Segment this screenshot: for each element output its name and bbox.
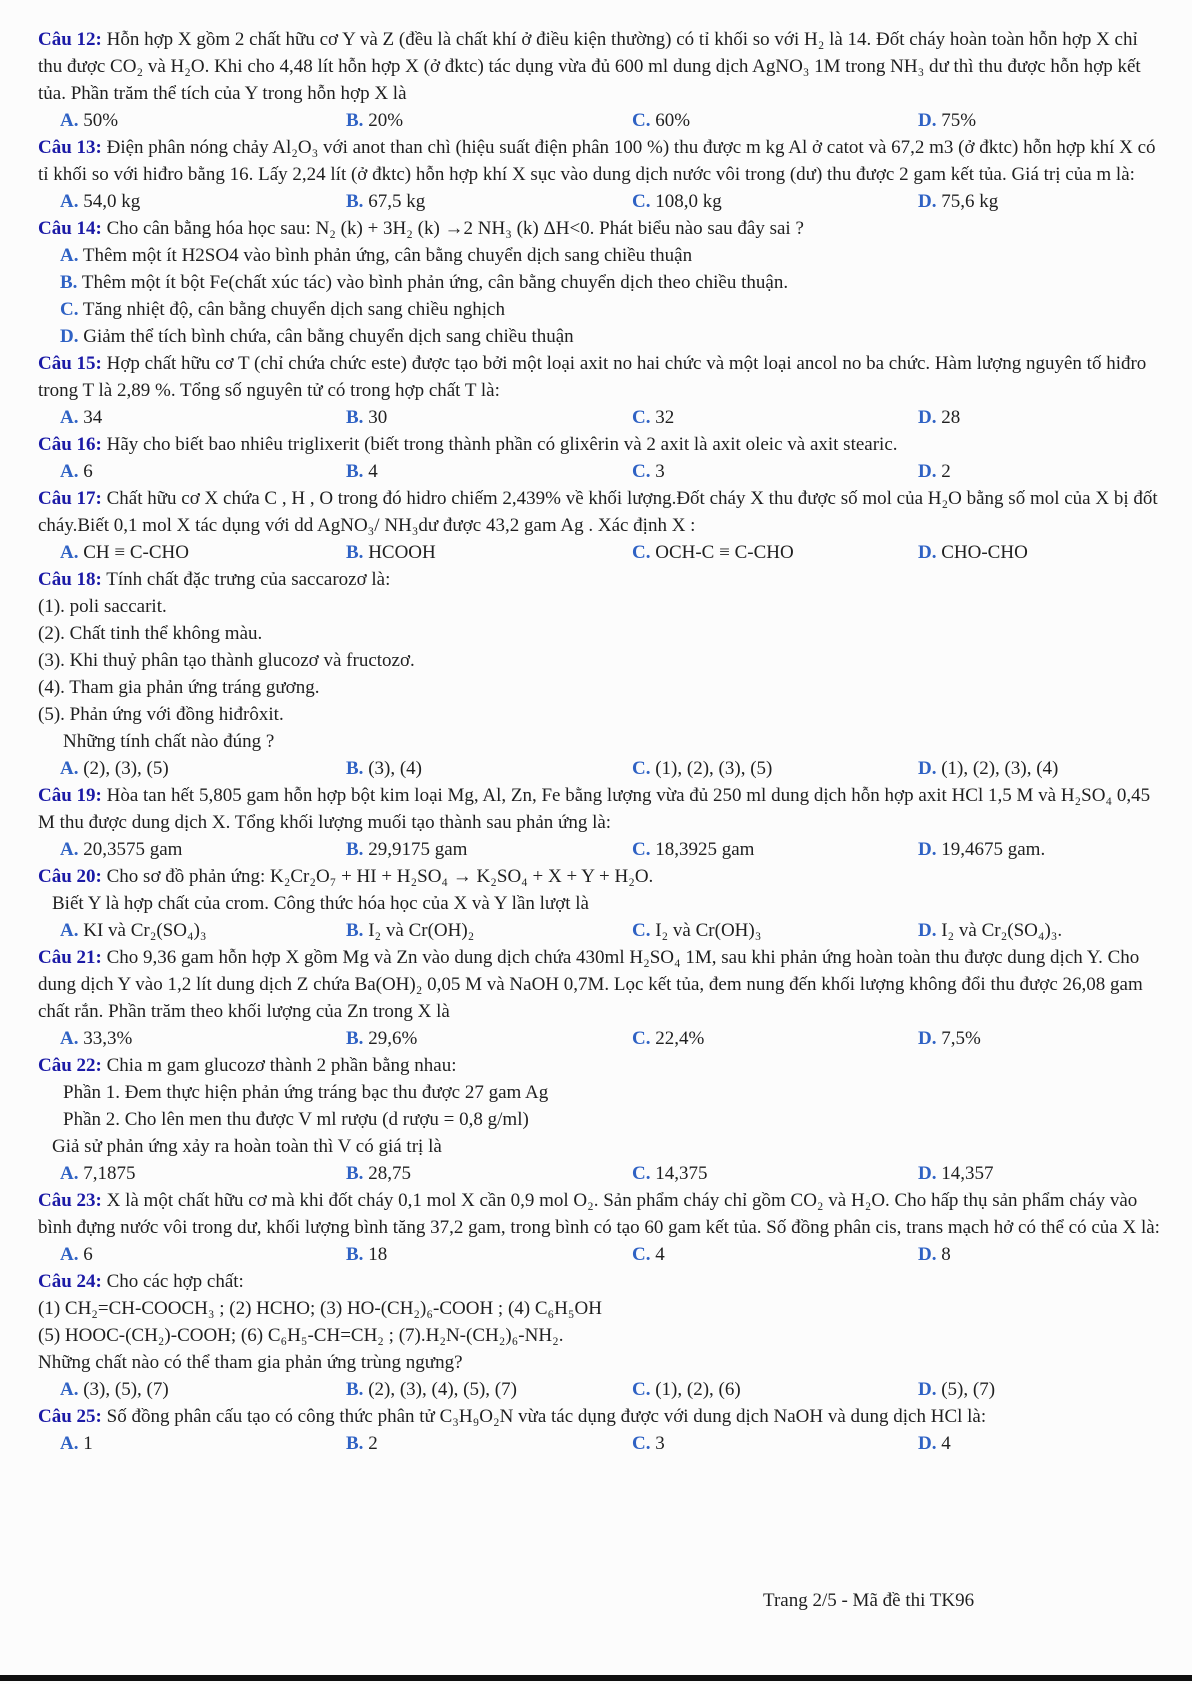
option-text: 1 xyxy=(78,1433,93,1454)
answer-option xyxy=(632,539,918,566)
option-text: 2 xyxy=(363,1433,378,1454)
option-text: 54,0 kg xyxy=(78,191,141,212)
answer-option xyxy=(60,1160,346,1187)
option-letter: A. xyxy=(60,461,79,482)
question-body: Hòa tan hết 5,805 gam hỗn hợp bột kim loại Mg, Al, Zn, Fe bằng lượng vừa đủ 250 ml dung dịch hỗn hợp axit HCl 1,5 M và H₂SO₄ 0,45 M thu được dung dịch X. Tổng khối lượng muối tạo thành sau phản ứng là: xyxy=(38,785,1151,833)
question-body: Hỗn hợp X gồm 2 chất hữu cơ Y và Z (đều là chất khí ở điều kiện thường) có tỉ khối so với H₂ là 14. Đốt cháy hoàn toàn hỗn hợp X chỉ thu được CO₂ và H₂O. Khi cho 4,48 lít hỗn hợp X (ở đktc) tác dụng vừa đủ 600 ml dung dịch AgNO₃ 1M trong NH₃ dư thì thu được hỗn hợp kết tủa. Phần trăm thể tích của Y trong hỗn hợp X là xyxy=(38,29,1141,104)
question-extra-line: (5). Phản ứng với đồng hiđrôxit. xyxy=(38,704,284,725)
option-letter: D. xyxy=(918,407,937,428)
option-text: 19,4675 gam. xyxy=(936,839,1046,860)
question-body: Hợp chất hữu cơ T (chỉ chứa chức este) được tạo bởi một loại axit no hai chức và một loại ancol no ba chức. Hàm lượng nguyên tố hiđro trong T là 2,89 %. Tổng số nguyên tử có trong hợp chất T là: xyxy=(38,353,1147,401)
answer-option xyxy=(918,1241,1166,1268)
answer-option xyxy=(918,539,1166,566)
answer-option xyxy=(632,107,918,134)
option-text: I₂ và Cr₂(SO₄)₃. xyxy=(936,920,1063,941)
question-number: Câu 24: xyxy=(38,1271,102,1292)
option-letter: D. xyxy=(918,1028,937,1049)
option-letter: D. xyxy=(918,1163,937,1184)
option-letter: B. xyxy=(346,839,364,860)
option-letter: A. xyxy=(60,1163,79,1184)
option-text: 8 xyxy=(936,1244,951,1265)
answer-option xyxy=(60,1430,346,1457)
option-letter: D. xyxy=(918,191,937,212)
option-letter: B. xyxy=(346,758,364,779)
option-letter: A. xyxy=(60,920,79,941)
option-letter: B. xyxy=(346,1379,364,1400)
answer-option xyxy=(60,1376,346,1403)
answer-options-row xyxy=(38,188,1166,215)
question-text xyxy=(38,566,1166,593)
option-letter: B. xyxy=(346,542,364,563)
question-number: Câu 16: xyxy=(38,434,102,455)
option-letter: C. xyxy=(632,1244,651,1265)
question-extra-line: Giả sử phản ứng xảy ra hoàn toàn thì V có giá trị là xyxy=(52,1136,442,1157)
answer-option xyxy=(918,1025,1166,1052)
option-letter: D. xyxy=(918,1433,937,1454)
question-block xyxy=(38,944,1166,1052)
option-letter: D. xyxy=(918,758,937,779)
answer-option xyxy=(918,1376,1166,1403)
option-letter: D. xyxy=(918,1244,937,1265)
answer-option xyxy=(346,107,632,134)
question-extra-line: (1) CH₂=CH-COOCH₃ ; (2) HCHO; (3) HO-(CH₂)₆-COOH ; (4) C₆H₅OH xyxy=(38,1298,602,1319)
option-letter: C. xyxy=(632,758,651,779)
option-letter: A. xyxy=(60,1244,79,1265)
answer-option xyxy=(632,1376,918,1403)
answer-options-row xyxy=(38,1025,1166,1052)
question-extra-line: (4). Tham gia phản ứng tráng gương. xyxy=(38,677,320,698)
answer-options-row xyxy=(38,1430,1166,1457)
option-text: Tăng nhiệt độ, cân bằng chuyển dịch sang chiều nghịch xyxy=(78,299,505,320)
option-letter: A. xyxy=(60,1379,79,1400)
question-block xyxy=(38,1403,1166,1457)
answer-option xyxy=(632,1160,918,1187)
option-letter: C. xyxy=(632,1163,651,1184)
option-letter: A. xyxy=(60,110,79,131)
option-text: Thêm một ít bột Fe(chất xúc tác) vào bình phản ứng, cân bằng chuyển dịch theo chiều thuận. xyxy=(77,272,789,293)
option-letter: A. xyxy=(60,542,79,563)
answer-option xyxy=(918,107,1166,134)
answer-option xyxy=(60,1025,346,1052)
question-extra-line: Phần 1. Đem thực hiện phản ứng tráng bạc thu được 27 gam Ag xyxy=(63,1082,549,1103)
answer-option xyxy=(346,836,632,863)
answer-option xyxy=(346,917,632,944)
option-letter: C. xyxy=(632,461,651,482)
option-text: 18 xyxy=(363,1244,388,1265)
answer-options-row xyxy=(38,107,1166,134)
question-number: Câu 25: xyxy=(38,1406,102,1427)
question-text xyxy=(38,1268,1166,1295)
answer-option xyxy=(918,1430,1166,1457)
option-text: 4 xyxy=(936,1433,951,1454)
option-text: 14,357 xyxy=(936,1163,994,1184)
option-text: (3), (4) xyxy=(363,758,422,779)
bottom-border xyxy=(0,1675,1192,1681)
option-letter: B. xyxy=(346,407,364,428)
question-body: Hãy cho biết bao nhiêu triglixerit (biết trong thành phần có glixêrin và 2 axit là axit oleic và axit stearic. xyxy=(101,434,898,455)
option-letter: B. xyxy=(346,1028,364,1049)
option-text: (3), (5), (7) xyxy=(78,1379,169,1400)
answer-options-row xyxy=(38,404,1166,431)
option-letter: A. xyxy=(60,407,79,428)
question-block xyxy=(38,134,1166,215)
question-body: Cho 9,36 gam hỗn hợp X gồm Mg và Zn vào dung dịch chứa 430ml H₂SO₄ 1M, sau khi phản ứng hoàn toàn thu được dung dịch Y. Cho dung dịch Y vào 1,2 lít dung dịch Z chứa Ba(OH)₂ 0,05 M và NaOH 0,7M. Lọc kết tủa, đem nung đến khối lượng không đổi thu được 26,08 gam chất rắn. Phần trăm theo khối lượng của Zn trong X là xyxy=(38,947,1143,1022)
answer-option xyxy=(346,404,632,431)
option-text: (2), (3), (4), (5), (7) xyxy=(363,1379,517,1400)
question-text xyxy=(38,215,1166,242)
question-body: Số đồng phân cấu tạo có công thức phân tử C₃H₉O₂N vừa tác dụng được với dung dịch NaOH và dung dịch HCl là: xyxy=(101,1406,987,1427)
option-letter: B. xyxy=(346,461,364,482)
answer-option xyxy=(38,296,1166,323)
option-text: HCOOH xyxy=(363,542,436,563)
question-text xyxy=(38,1187,1166,1241)
option-text: 4 xyxy=(650,1244,665,1265)
question-number: Câu 21: xyxy=(38,947,102,968)
answer-option xyxy=(60,917,346,944)
answer-option xyxy=(632,1241,918,1268)
option-text: 14,375 xyxy=(650,1163,708,1184)
option-text: KI và Cr₂(SO₄)₃ xyxy=(78,920,207,941)
question-number: Câu 13: xyxy=(38,137,102,158)
answer-option xyxy=(60,1241,346,1268)
option-text: (2), (3), (5) xyxy=(78,758,169,779)
question-extra-line: Phần 2. Cho lên men thu được V ml rượu (d rượu = 0,8 g/ml) xyxy=(63,1109,529,1130)
answer-option xyxy=(632,1025,918,1052)
question-extra-line: (3). Khi thuỷ phân tạo thành glucozơ và fructozơ. xyxy=(38,650,415,671)
option-text: 30 xyxy=(363,407,388,428)
answer-option xyxy=(918,404,1166,431)
answer-option xyxy=(346,1241,632,1268)
answer-option xyxy=(918,188,1166,215)
option-letter: B. xyxy=(346,1163,364,1184)
option-text: (1), (2), (6) xyxy=(650,1379,741,1400)
question-extra-line: Những chất nào có thể tham gia phản ứng trùng ngưng? xyxy=(38,1352,463,1373)
question-text xyxy=(38,485,1166,539)
answer-option xyxy=(38,323,1166,350)
question-number: Câu 15: xyxy=(38,353,102,374)
option-text: CHO-CHO xyxy=(936,542,1028,563)
option-text: 33,3% xyxy=(78,1028,133,1049)
option-text: 28 xyxy=(936,407,961,428)
question-text xyxy=(38,944,1166,1025)
option-text: 2 xyxy=(936,461,951,482)
answer-option xyxy=(918,1160,1166,1187)
option-text: 20% xyxy=(363,110,404,131)
question-text xyxy=(38,26,1166,107)
answer-option xyxy=(632,917,918,944)
answer-options-row xyxy=(38,458,1166,485)
question-number: Câu 17: xyxy=(38,488,102,509)
option-text: 22,4% xyxy=(650,1028,705,1049)
option-letter: A. xyxy=(60,839,79,860)
answer-option xyxy=(918,458,1166,485)
question-body: Chia m gam glucozơ thành 2 phần bằng nhau: xyxy=(101,1055,457,1076)
option-text: 67,5 kg xyxy=(363,191,426,212)
option-letter: B. xyxy=(60,272,78,293)
option-letter: C. xyxy=(632,920,651,941)
option-text: 6 xyxy=(78,1244,93,1265)
question-block xyxy=(38,566,1166,782)
option-text: 18,3925 gam xyxy=(650,839,755,860)
option-text: 7,5% xyxy=(936,1028,981,1049)
answer-option xyxy=(346,188,632,215)
option-letter: C. xyxy=(632,407,651,428)
answer-option xyxy=(346,1025,632,1052)
question-body: Cho sơ đồ phản ứng: K₂Cr₂O₇ + HI + H₂SO₄ → K₂SO₄ + X + Y + H₂O. xyxy=(101,866,654,887)
option-text: I₂ và Cr(OH)₂ xyxy=(363,920,475,941)
answer-option xyxy=(60,539,346,566)
answer-option xyxy=(918,836,1166,863)
question-block xyxy=(38,1052,1166,1187)
option-text: 7,1875 xyxy=(78,1163,136,1184)
answer-option xyxy=(632,404,918,431)
question-extra-line: (5) HOOC-(CH₂)-COOH; (6) C₆H₅-CH=CH₂ ; (7).H₂N-(CH₂)₆-NH₂. xyxy=(38,1325,564,1346)
answer-option xyxy=(60,404,346,431)
option-letter: B. xyxy=(346,191,364,212)
option-text: 3 xyxy=(650,461,665,482)
answer-option xyxy=(346,1430,632,1457)
answer-option xyxy=(38,269,1166,296)
question-block xyxy=(38,431,1166,485)
question-body: Điện phân nóng chảy Al₂O₃ với anot than chì (hiệu suất điện phân 100 %) thu được m kg Al ở catot và 67,2 m3 (ở đktc) hỗn hợp khí X có tỉ khối so với hiđro bằng 16. Lấy 2,24 lít (ở đktc) hỗn hợp khí X sục vào dung dịch nước vôi trong (dư) thu được 2 gam kết tủa. Giá trị của m là: xyxy=(38,137,1156,185)
question-body: Cho cân bằng hóa học sau: N₂ (k) + 3H₂ (k) →2 NH₃ (k) ΔH<0. Phát biểu nào sau đây sai ? xyxy=(101,218,804,239)
option-letter: B. xyxy=(346,1433,364,1454)
option-letter: D. xyxy=(918,1379,937,1400)
question-block xyxy=(38,26,1166,134)
option-text: 4 xyxy=(363,461,378,482)
question-extra-line: Những tính chất nào đúng ? xyxy=(63,731,275,752)
answer-options-row xyxy=(38,1241,1166,1268)
answer-option xyxy=(346,1376,632,1403)
option-text: 50% xyxy=(78,110,119,131)
answer-options-row xyxy=(38,539,1166,566)
option-text: (1), (2), (3), (5) xyxy=(650,758,773,779)
option-letter: C. xyxy=(632,542,651,563)
option-letter: C. xyxy=(632,1028,651,1049)
answer-option xyxy=(918,917,1166,944)
answer-options-row xyxy=(38,755,1166,782)
option-text: 29,6% xyxy=(363,1028,418,1049)
answer-options-row xyxy=(38,836,1166,863)
option-letter: C. xyxy=(632,191,651,212)
question-extra-line: (1). poli saccarit. xyxy=(38,596,167,617)
question-number: Câu 22: xyxy=(38,1055,102,1076)
option-text: OCH-C ≡ C-CHO xyxy=(650,542,794,563)
option-text: (1), (2), (3), (4) xyxy=(936,758,1059,779)
answer-option xyxy=(632,1430,918,1457)
answer-option xyxy=(346,458,632,485)
question-body: Tính chất đặc trưng của saccarozơ là: xyxy=(101,569,391,590)
option-letter: C. xyxy=(632,1433,651,1454)
option-text: 60% xyxy=(650,110,691,131)
option-letter: D. xyxy=(918,542,937,563)
option-text: (5), (7) xyxy=(936,1379,996,1400)
answer-option xyxy=(60,188,346,215)
answer-option xyxy=(632,458,918,485)
option-letter: C. xyxy=(632,1379,651,1400)
option-text: I₂ và Cr(OH)₃ xyxy=(650,920,762,941)
option-letter: D. xyxy=(918,920,937,941)
option-text: 28,75 xyxy=(363,1163,411,1184)
question-body: Chất hữu cơ X chứa C , H , O trong đó hidro chiếm 2,439% về khối lượng.Đốt cháy X thu được số mol của H₂O bằng số mol của X bị đốt cháy.Biết 0,1 mol X tác dụng với dd AgNO₃/ NH₃dư được 43,2 gam Ag . Xác định X : xyxy=(38,488,1158,536)
answer-option xyxy=(632,188,918,215)
answer-option xyxy=(346,539,632,566)
question-body: Cho các hợp chất: xyxy=(101,1271,244,1292)
option-text: 29,9175 gam xyxy=(363,839,468,860)
option-letter: D. xyxy=(918,110,937,131)
option-text: 32 xyxy=(650,407,675,428)
question-number: Câu 14: xyxy=(38,218,102,239)
answer-option xyxy=(346,1160,632,1187)
option-text: 6 xyxy=(78,461,93,482)
question-block xyxy=(38,782,1166,863)
question-block xyxy=(38,1187,1166,1268)
question-text xyxy=(38,134,1166,188)
option-text: 20,3575 gam xyxy=(78,839,183,860)
question-block xyxy=(38,863,1166,944)
answer-option xyxy=(60,755,346,782)
questions-list xyxy=(38,26,1166,1457)
question-block xyxy=(38,350,1166,431)
option-letter: A. xyxy=(60,758,79,779)
option-text: 34 xyxy=(78,407,103,428)
question-block xyxy=(38,1268,1166,1403)
answer-option xyxy=(60,107,346,134)
option-letter: A. xyxy=(60,1433,79,1454)
question-text xyxy=(38,863,1166,890)
answer-options-row xyxy=(38,1160,1166,1187)
answer-options-row xyxy=(38,1376,1166,1403)
option-letter: C. xyxy=(632,839,651,860)
option-text: 75,6 kg xyxy=(936,191,999,212)
question-text xyxy=(38,1052,1166,1079)
answer-options-row xyxy=(38,917,1166,944)
answer-option xyxy=(918,755,1166,782)
question-text xyxy=(38,431,1166,458)
option-letter: D. xyxy=(60,326,79,347)
option-text: 3 xyxy=(650,1433,665,1454)
option-letter: C. xyxy=(60,299,79,320)
answer-option xyxy=(346,755,632,782)
option-text: Giảm thể tích bình chứa, cân bằng chuyển dịch sang chiều thuận xyxy=(78,326,574,347)
option-text: Thêm một ít H2SO4 vào bình phản ứng, cân bằng chuyển dịch sang chiều thuận xyxy=(78,245,693,266)
question-text xyxy=(38,1403,1166,1430)
question-number: Câu 12: xyxy=(38,29,102,50)
option-letter: B. xyxy=(346,1244,364,1265)
answer-option xyxy=(632,755,918,782)
question-body: X là một chất hữu cơ mà khi đốt cháy 0,1 mol X cần 0,9 mol O₂. Sản phẩm cháy chỉ gồm CO₂ và H₂O. Cho hấp thụ sản phẩm cháy vào bình đựng nước vôi trong dư, khối lượng bình tăng 37,2 gam, trong bình có tạo 60 gam kết tủa. Số đồng phân cis, trans mạch hở có thể có của X là: xyxy=(38,1190,1160,1238)
option-text: 75% xyxy=(936,110,977,131)
option-letter: D. xyxy=(918,461,937,482)
answer-option xyxy=(38,242,1166,269)
question-text xyxy=(38,782,1166,836)
question-extra-line: (2). Chất tinh thể không màu. xyxy=(38,623,263,644)
page-footer: Trang 2/5 - Mã đề thi TK96 xyxy=(763,1590,975,1611)
answer-option xyxy=(60,458,346,485)
option-letter: A. xyxy=(60,191,79,212)
option-text: 108,0 kg xyxy=(650,191,722,212)
question-number: Câu 18: xyxy=(38,569,102,590)
answer-option xyxy=(60,836,346,863)
question-text xyxy=(38,350,1166,404)
question-block xyxy=(38,215,1166,350)
question-number: Câu 20: xyxy=(38,866,102,887)
question-number: Câu 23: xyxy=(38,1190,102,1211)
option-letter: B. xyxy=(346,110,364,131)
question-number: Câu 19: xyxy=(38,785,102,806)
option-letter: A. xyxy=(60,1028,79,1049)
option-letter: A. xyxy=(60,245,79,266)
question-extra-line: Biết Y là hợp chất của crom. Công thức hóa học của X và Y lần lượt là xyxy=(52,893,589,914)
question-block xyxy=(38,485,1166,566)
option-letter: D. xyxy=(918,839,937,860)
option-text: CH ≡ C-CHO xyxy=(78,542,189,563)
option-letter: B. xyxy=(346,920,364,941)
answer-option xyxy=(632,836,918,863)
option-letter: C. xyxy=(632,110,651,131)
